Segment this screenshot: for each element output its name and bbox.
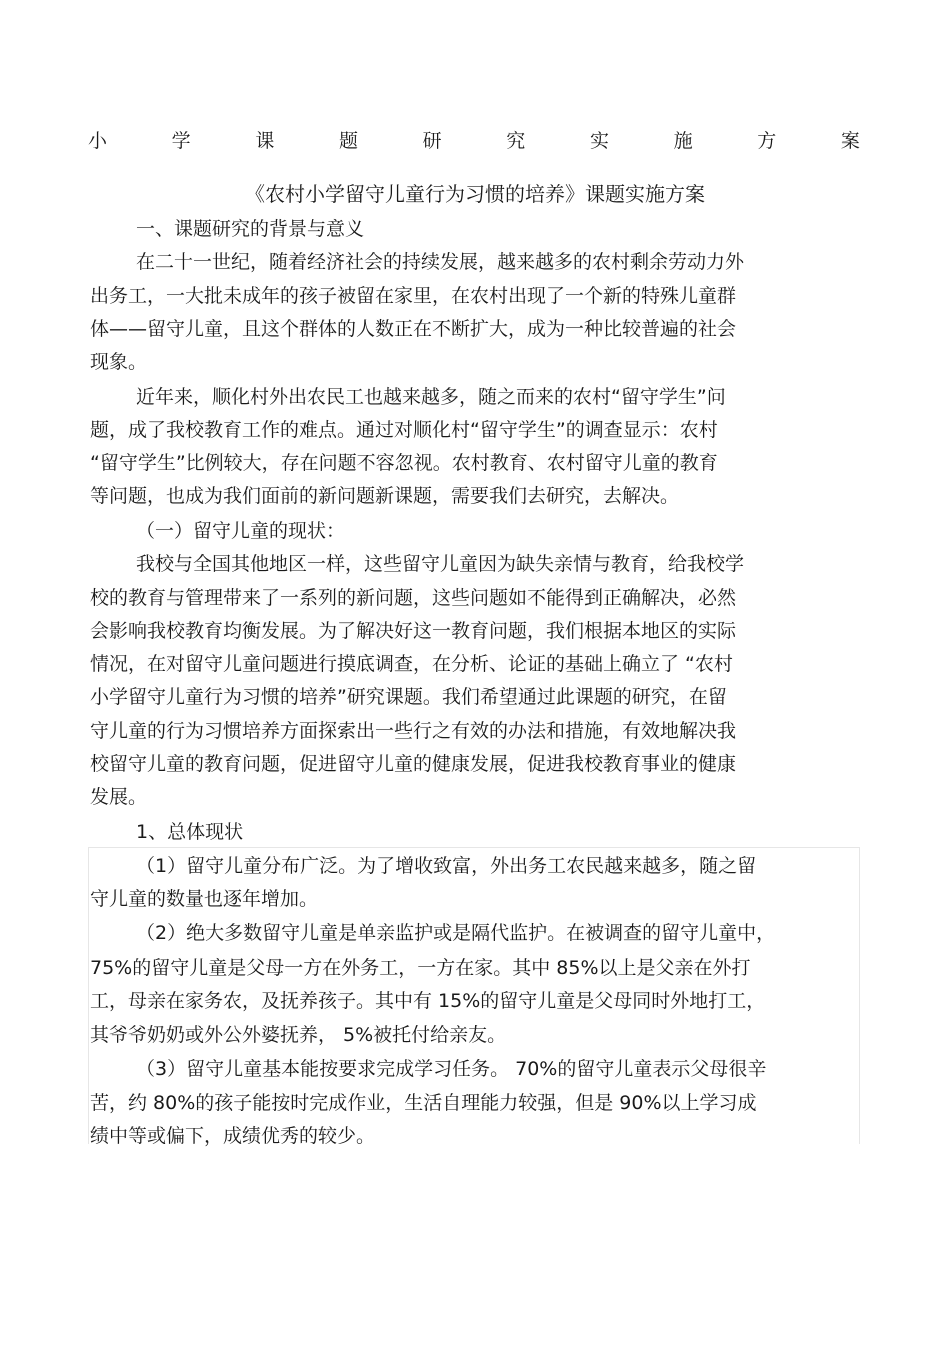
section-heading: 一、课题研究的背景与意义: [136, 218, 365, 240]
spread-title-char: 小: [88, 130, 108, 152]
list-item-line: 绩中等或偏下，成绩优秀的较少。: [90, 1125, 376, 1147]
spread-title-char: 方: [757, 130, 777, 152]
paragraph-line: 题，成了我校教育工作的难点。通过对顺化村“留守学生”的调查显示：农村: [90, 419, 718, 441]
spread-title-char: 课: [255, 130, 275, 152]
list-item-line: 守儿童的数量也逐年增加。: [90, 888, 319, 910]
paragraph-line: 在二十一世纪，随着经济社会的持续发展，越来越多的农村剩余劳动力外: [136, 251, 745, 273]
list-item-line: 苦，约 80%的孩子能按时完成作业，生活自理能力较强，但是 90%以上学习成: [90, 1092, 757, 1114]
spread-title-char: 施: [673, 130, 693, 152]
list-item-line: 工，母亲在家务农，及抚养孩子。其中有 15%的留守儿童是父母同时外地打工，: [90, 990, 766, 1012]
list-item-line: 其爷爷奶奶或外公外婆抚养， 5%被托付给亲友。: [90, 1024, 507, 1046]
spread-title: [88, 128, 860, 154]
paragraph-line: 守儿童的行为习惯培养方面探索出一些行之有效的办法和措施，有效地解决我: [90, 720, 737, 742]
document-title: 《农村小学留守儿童行为习惯的培养》课题实施方案: [245, 182, 705, 206]
list-item-line: 75%的留守儿童是父母一方在外务工，一方在家。其中 85%以上是父亲在外打: [90, 957, 751, 979]
paragraph-line: 校留守儿童的教育问题，促进留守儿童的健康发展，促进我校教育事业的健康: [90, 753, 737, 775]
list-item-line: （2）绝大多数留守儿童是单亲监护或是隔代监护。在被调查的留守儿童中，: [136, 922, 776, 944]
paragraph-line: 情况，在对留守儿童问题进行摸底调查，在分析、论证的基础上确立了 “农村: [90, 653, 733, 675]
spread-title-char: 案: [840, 130, 860, 152]
list-item-line: （1）留守儿童分布广泛。为了增收致富，外出务工农民越来越多，随之留: [136, 855, 757, 877]
paragraph-line: 发展。: [90, 786, 148, 808]
spread-title-char: 究: [506, 130, 526, 152]
spread-title-char: 实: [589, 130, 609, 152]
paragraph-line: 我校与全国其他地区一样，这些留守儿童因为缺失亲情与教育，给我校学: [136, 553, 745, 575]
subsection-heading: 1、总体现状: [136, 821, 244, 843]
paragraph-line: “留守学生”比例较大，存在问题不容忽视。农村教育、农村留守儿童的教育: [90, 452, 718, 474]
spread-title-char: 学: [171, 130, 191, 152]
paragraph-line: 体——留守儿童，且这个群体的人数正在不断扩大，成为一种比较普遍的社会: [90, 318, 737, 340]
paragraph-line: 校的教育与管理带来了一系列的新问题，这些问题如不能得到正确解决，必然: [90, 587, 737, 609]
list-item-line: （3）留守儿童基本能按要求完成学习任务。 70%的留守儿童表示父母很辛: [136, 1058, 767, 1080]
paragraph-line: 小学留守儿童行为习惯的培养”研究课题。我们希望通过此课题的研究，在留: [90, 686, 727, 708]
paragraph-line: 出务工，一大批未成年的孩子被留在家里，在农村出现了一个新的特殊儿童群: [90, 285, 737, 307]
paragraph-line: 等问题，也成为我们面前的新问题新课题，需要我们去研究，去解决。: [90, 485, 680, 507]
paragraph-line: 会影响我校教育均衡发展。为了解决好这一教育问题，我们根据本地区的实际: [90, 620, 737, 642]
paragraph-line: 现象。: [90, 351, 148, 373]
paragraph-line: 近年来，顺化村外出农民工也越来越多，随之而来的农村“留守学生”问: [136, 386, 726, 408]
spread-title-char: 研: [422, 130, 442, 152]
spread-title-char: 题: [338, 130, 358, 152]
subsection-heading: （一）留守儿童的现状：: [136, 520, 346, 542]
